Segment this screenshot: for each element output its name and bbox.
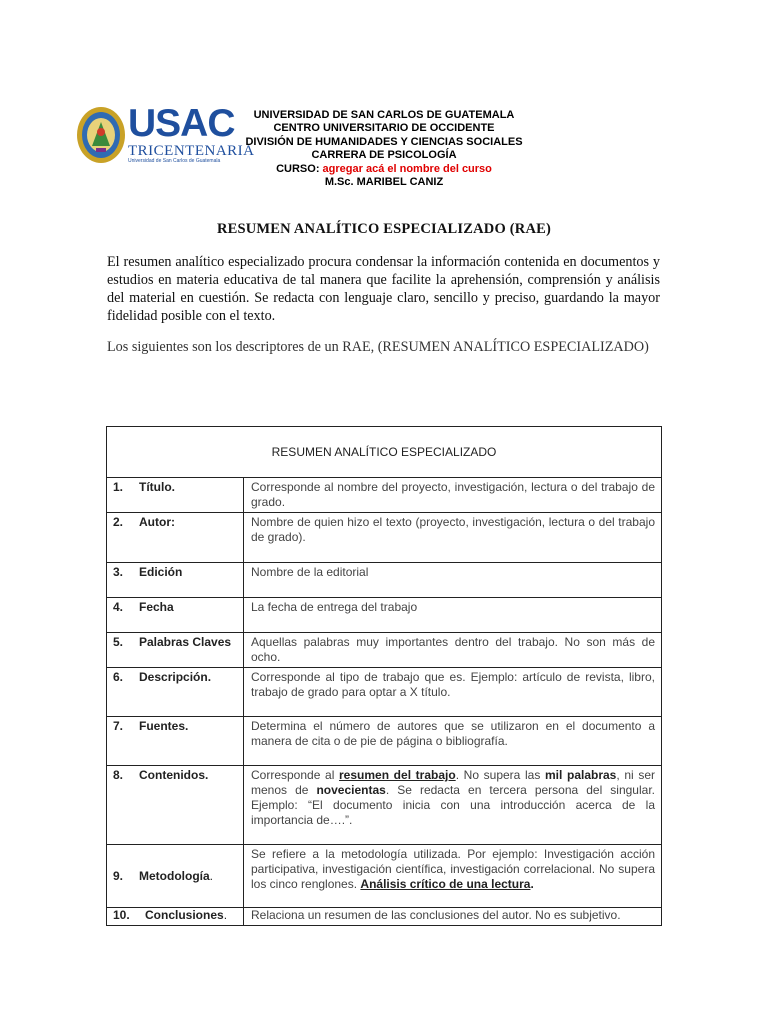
table-row: [107, 908, 661, 925]
course-value: agregar acá el nombre del curso: [322, 162, 492, 175]
table-row: [107, 598, 661, 633]
row-description: Relaciona un resumen de las conclusiones del autor. No es subjetivo.: [251, 908, 621, 922]
division-name: DIVISIÓN DE HUMANIDADES Y CIENCIAS SOCIALES: [245, 135, 523, 148]
row-label: 1. Título.: [107, 478, 244, 512]
document-title: RESUMEN ANALÍTICO ESPECIALIZADO (RAE): [216, 221, 552, 237]
row-label: 9. Metodología .: [107, 845, 244, 907]
row-label: 4. Fecha: [107, 598, 244, 632]
logo-subtitle: Universidad de San Carlos de Guatemala: [128, 158, 221, 164]
row-description: Aquellas palabras muy importantes dentro del trabajo. No son más de ocho.: [251, 635, 655, 664]
center-name: CENTRO UNIVERSITARIO DE OCCIDENTE: [273, 122, 495, 135]
row-label: 7. Fuentes.: [107, 717, 244, 765]
row-description: Nombre de la editorial: [251, 565, 369, 579]
table-row: [107, 668, 661, 717]
table-row: [107, 845, 661, 908]
course-line: [234, 163, 534, 176]
university-name: UNIVERSIDAD DE SAN CARLOS DE GUATEMALA: [253, 109, 515, 121]
row-label: 10. Conclusiones.: [107, 908, 244, 925]
institution-header: [234, 109, 534, 189]
row-description: Determina el número de autores que se utilizaron en el documento a manera de cita o de pie de página o bibliografía.: [251, 719, 655, 748]
career-name: CARRERA DE PSICOLOGÍA: [311, 149, 457, 162]
table-heading: RESUMEN ANALÍTICO ESPECIALIZADO: [107, 427, 661, 478]
row-label: 8. Contenidos.: [107, 766, 244, 844]
teacher-name: M.Sc. MARIBEL CANIZ: [324, 176, 444, 189]
row-description: Corresponde al nombre del proyecto, investigación, lectura o del trabajo de grado.: [251, 480, 655, 509]
row-label: 6. Descripción.: [107, 668, 244, 716]
row-label: 5. Palabras Claves: [107, 633, 244, 667]
intro-paragraph: El resumen analítico especializado procura condensar la información contenida en documentos y estudios en materia educativa de tal manera que facilite la aprehensión, comprensión y análisis del material en cuestión. Se redacta con lenguaje claro, sencillo y preciso, guardando la mayor fidelidad posible con el texto.: [107, 254, 660, 324]
university-seal-icon: [76, 106, 126, 164]
row-description: Corresponde al resumen del trabajo. No supera las mil palabras, ni ser menos de novecientas. Se redacta en tercera persona del singular. Ejemplo: “El documento inicia con una introducción acerca de la importancia de….”.: [251, 768, 656, 827]
table-row: [107, 717, 661, 766]
row-description: Nombre de quien hizo el texto (proyecto, investigación, lectura o del trabajo de grado).: [251, 515, 655, 544]
table-row: [107, 766, 661, 845]
row-label: 2. Autor:: [107, 513, 244, 562]
row-label: 3. Edición: [107, 563, 244, 597]
table-row: [107, 563, 661, 598]
course-label: CURSO:: [276, 162, 320, 175]
row-description: Corresponde al tipo de trabajo que es. Ejemplo: artículo de revista, libro, trabajo de grado para optar a X título.: [251, 670, 655, 699]
table-row: [107, 478, 661, 513]
table-row: [107, 633, 661, 668]
table-row: [107, 513, 661, 563]
row-description: La fecha de entrega del trabajo: [251, 600, 418, 614]
row-description: Se refiere a la metodología utilizada. Por ejemplo: Investigación acción participativa, investigación científica, investigación correlacional. No supera los cinco renglones. Análisis crítico de una lectura.: [251, 847, 655, 891]
rae-table: [106, 426, 662, 926]
logo-tricentenaria: TRICENTENARIA: [128, 143, 255, 159]
logo-brand: USAC: [128, 102, 235, 145]
descriptors-paragraph: Los siguientes son los descriptores de un RAE, (RESUMEN ANALÍTICO ESPECIALIZADO): [107, 339, 649, 355]
